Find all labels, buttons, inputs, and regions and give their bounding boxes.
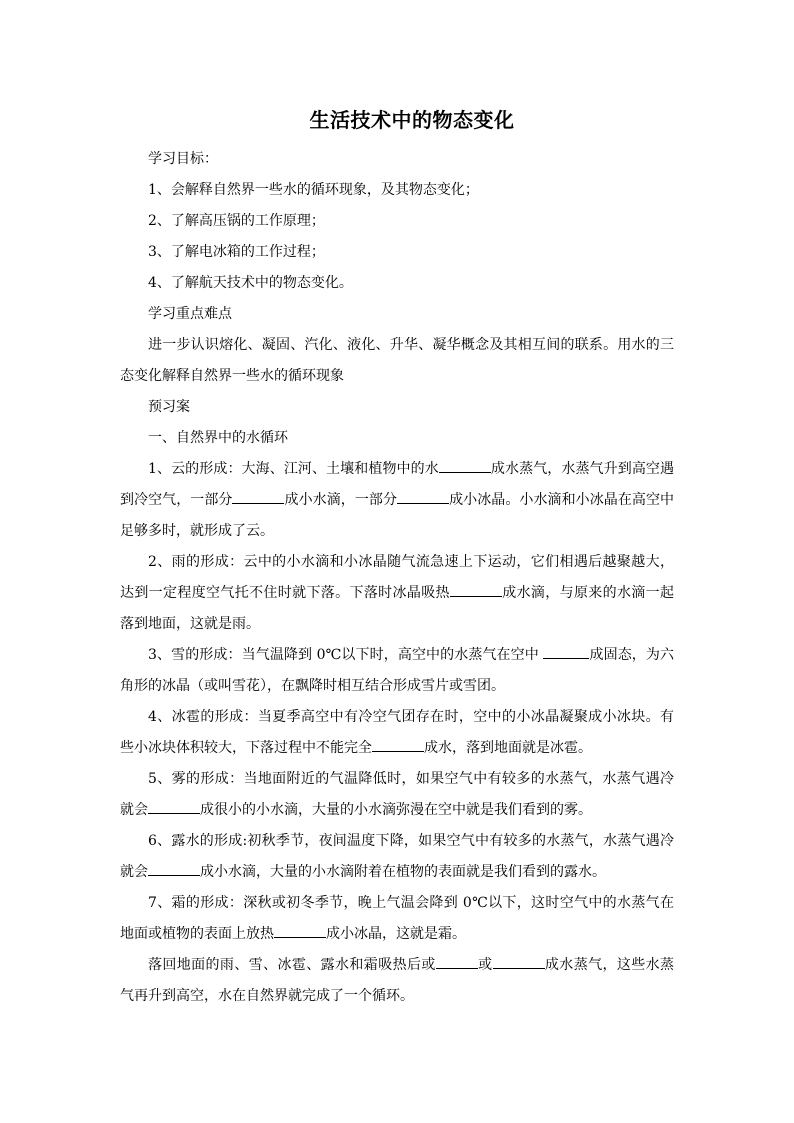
text-segment: 6、露水的形成:初秋季节，夜间温度下降，如果空气中有较多的水蒸气，水蒸气遇冷就会 — [120, 833, 674, 880]
text-segment: 或 — [477, 957, 493, 973]
text-segment: 2、雨的形成：云中的小水滴和小冰晶随气流急速上下运动，它们相遇后越聚越大，达到一定程度空气托不住时就下落。下落时冰晶吸热 — [120, 554, 674, 601]
text-segment: 成小水滴，一部分 — [284, 492, 398, 508]
rain-paragraph — [120, 547, 674, 640]
text-segment: 成水蒸气，水蒸气升到高空遇到冷空气，一部分 — [120, 461, 675, 508]
objective-item: 3、了解电冰箱的工作过程； — [148, 244, 325, 260]
key-points-heading: 学习重点难点 — [148, 306, 232, 322]
fog-paragraph — [120, 764, 674, 826]
fill-blank[interactable] — [274, 921, 326, 938]
fill-blank[interactable] — [436, 952, 478, 969]
fill-blank[interactable] — [543, 642, 589, 659]
text-segment: 成水，落到地面就是冰雹。 — [424, 740, 592, 756]
fill-blank[interactable] — [232, 487, 284, 504]
hail-paragraph — [120, 702, 674, 764]
text-segment: 成小冰晶，这就是霜。 — [326, 926, 466, 942]
text-segment: 成很小的小水滴，大量的小水滴弥漫在空中就是我们看到的雾。 — [200, 802, 592, 818]
fill-blank[interactable] — [439, 456, 491, 473]
text-segment: 成小冰晶。小水滴和小冰晶在高空中足够多时，就形成了云。 — [120, 492, 675, 539]
fill-blank[interactable] — [148, 859, 200, 876]
key-points-text: 进一步认识熔化、凝固、汽化、液化、升华、凝华概念及其相互间的联系。用水的三态变化解释自然界一些水的循环现象 — [120, 337, 674, 384]
fill-blank[interactable] — [450, 580, 502, 597]
objectives-heading: 学习目标： — [148, 151, 218, 167]
text-segment: 4、冰雹的形成：当夏季高空中有冷空气团存在时，空中的小冰晶凝聚成小冰块。有些小冰块体积较大，下落过程中不能完全 — [120, 709, 674, 756]
text-segment: 成水滴，与原来的水滴一起落到地面，这就是雨。 — [120, 585, 675, 632]
section-heading: 一、自然界中的水循环 — [148, 430, 288, 446]
snow-paragraph — [120, 640, 674, 702]
document-title: 生活技术中的物态变化 — [309, 108, 515, 132]
cycle-paragraph — [120, 950, 674, 1012]
objective-item: 2、了解高压锅的工作原理； — [148, 213, 325, 229]
fill-blank[interactable] — [372, 735, 424, 752]
text-segment: 1、云的形成：大海、江河、土壤和植物中的水 — [148, 461, 439, 477]
objective-item: 1、会解释自然界一些水的循环现象，及其物态变化； — [148, 182, 479, 198]
cloud-paragraph — [120, 454, 674, 547]
text-segment: 3、雪的形成：当气温降到 0℃以下时，高空中的水蒸气在空中 — [148, 647, 544, 663]
text-segment: 7、霜的形成：深秋或初冬季节，晚上气温会降到 0℃以下，这时空气中的水蒸气在地面或植物的表面上放热 — [120, 895, 674, 942]
text-segment: 5、雾的形成：当地面附近的气温降低时，如果空气中有较多的水蒸气，水蒸气遇冷就会 — [120, 771, 674, 818]
fill-blank[interactable] — [397, 487, 449, 504]
frost-paragraph — [120, 888, 674, 950]
text-segment: 落回地面的雨、雪、冰雹、露水和霜吸热后或 — [148, 957, 436, 973]
dew-paragraph — [120, 826, 674, 888]
text-segment: 成水蒸气，这些水蒸气再升到高空，水在自然界就完成了一个循环。 — [120, 957, 675, 1004]
text-segment: 成固态，为六角形的冰晶（或叫雪花），在飘降时相互结合形成雪片或雪团。 — [120, 647, 675, 694]
fill-blank[interactable] — [148, 797, 200, 814]
preview-heading: 预习案 — [148, 399, 190, 415]
fill-blank[interactable] — [493, 952, 545, 969]
objective-item: 4、了解航天技术中的物态变化。 — [148, 275, 353, 291]
text-segment: 成小水滴，大量的小水滴附着在植物的表面就是我们看到的露水。 — [200, 864, 606, 880]
